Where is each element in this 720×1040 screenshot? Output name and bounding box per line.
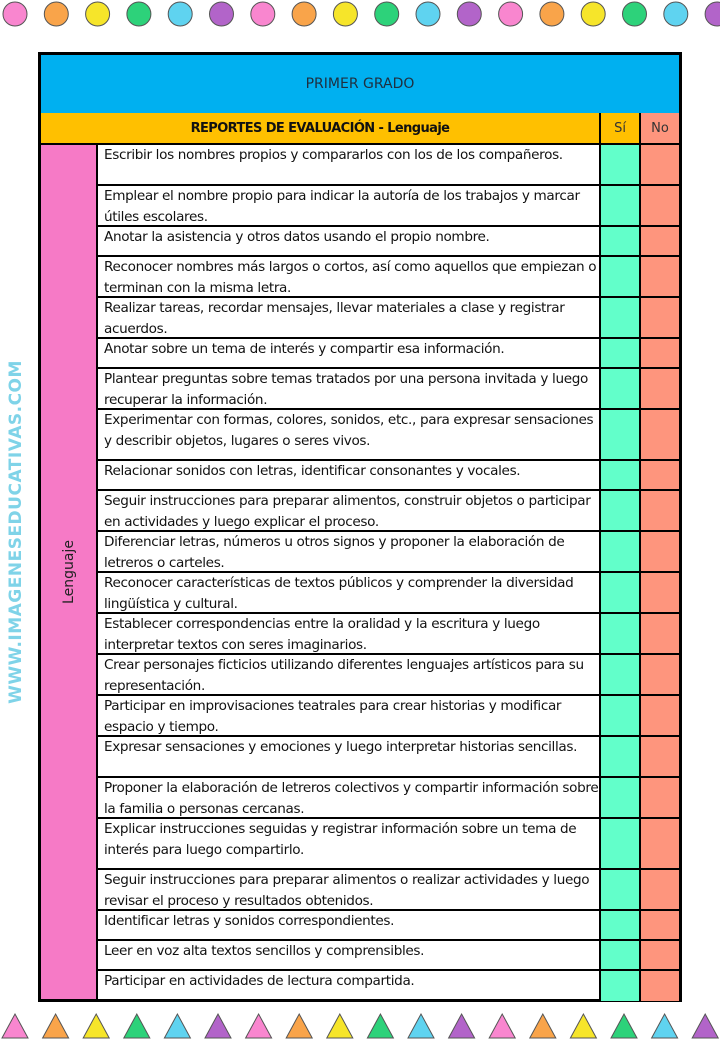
report-header-row	[41, 113, 679, 145]
decor-triangle	[327, 1014, 353, 1038]
table-row	[98, 461, 679, 491]
criteria-rows	[98, 145, 679, 1001]
table-row	[98, 491, 679, 532]
criterion-text: Crear personajes ficticios utilizando diferentes lenguajes artísticos para su representación.	[98, 655, 601, 694]
criterion-text: Establecer correspondencias entre la oralidad y la escritura y luego interpretar textos con seres imaginarios.	[98, 614, 601, 653]
no-checkbox-cell[interactable]	[641, 819, 679, 868]
yes-checkbox-cell[interactable]	[601, 186, 641, 225]
criterion-text: Escribir los nombres propios y compararlos con los de los compañeros.	[98, 145, 601, 184]
decor-dot	[44, 2, 68, 26]
criterion-text: Explicar instrucciones seguidas y registrar información sobre un tema de interés para luego compartirlo.	[98, 819, 601, 868]
no-checkbox-cell[interactable]	[641, 911, 679, 939]
criterion-text: Leer en voz alta textos sencillos y comprensibles.	[98, 941, 601, 969]
criterion-text: Seguir instrucciones para preparar alimentos o realizar actividades y luego revisar el proceso y resultados obtenidos.	[98, 870, 601, 909]
criterion-text: Experimentar con formas, colores, sonidos, etc., para expresar sensaciones y describir objetos, lugares o seres vivos.	[98, 410, 601, 459]
subject-label-cell	[41, 145, 98, 999]
criterion-text: Diferenciar letras, números u otros signos y proponer la elaboración de letreros o carteles.	[98, 532, 601, 571]
yes-column-header: Sí	[601, 113, 641, 143]
criterion-text: Anotar sobre un tema de interés y compartir esa información.	[98, 339, 601, 367]
table-row	[98, 410, 679, 461]
criterion-text: Participar en improvisaciones teatrales para crear historias y modificar espacio y tiempo.	[98, 696, 601, 735]
no-checkbox-cell[interactable]	[641, 614, 679, 653]
table-row	[98, 778, 679, 819]
decor-dot	[623, 2, 647, 26]
no-checkbox-cell[interactable]	[641, 696, 679, 735]
decor-dot	[127, 2, 151, 26]
grade-title: PRIMER GRADO	[305, 76, 415, 92]
yes-checkbox-cell[interactable]	[601, 369, 641, 408]
table-row	[98, 573, 679, 614]
criterion-text: Anotar la asistencia y otros datos usando el propio nombre.	[98, 227, 601, 255]
criterion-text: Identificar letras y sonidos correspondientes.	[98, 911, 601, 939]
criterion-text: Reconocer características de textos públicos y comprender la diversidad lingüística y cultural.	[98, 573, 601, 612]
decor-triangle	[43, 1014, 69, 1038]
decor-dot	[3, 2, 27, 26]
bottom-triangle-border	[0, 1012, 720, 1040]
decor-dot	[168, 2, 192, 26]
yes-checkbox-cell[interactable]	[601, 410, 641, 459]
table-row	[98, 819, 679, 870]
grade-header	[41, 55, 679, 115]
decor-dot	[581, 2, 605, 26]
no-checkbox-cell[interactable]	[641, 778, 679, 817]
watermark-text: WWW.IMAGENESEDUCATIVAS.COM	[6, 360, 26, 704]
decor-dot	[292, 2, 316, 26]
decor-triangle	[611, 1014, 637, 1038]
table-row	[98, 369, 679, 410]
decor-dot	[375, 2, 399, 26]
criterion-text: Relacionar sonidos con letras, identificar consonantes y vocales.	[98, 461, 601, 489]
decor-triangle	[286, 1014, 312, 1038]
criterion-text: Seguir instrucciones para preparar alimentos, construir objetos o participar en actividades y luego explicar el proceso.	[98, 491, 601, 530]
yes-checkbox-cell[interactable]	[601, 614, 641, 653]
no-checkbox-cell[interactable]	[641, 737, 679, 776]
no-checkbox-cell[interactable]	[641, 339, 679, 367]
decor-triangle	[205, 1014, 231, 1038]
criterion-text: Expresar sensaciones y emociones y luego interpretar historias sencillas.	[98, 737, 601, 776]
table-row	[98, 941, 679, 971]
table-row	[98, 298, 679, 339]
no-checkbox-cell[interactable]	[641, 227, 679, 255]
no-checkbox-cell[interactable]	[641, 870, 679, 909]
no-checkbox-cell[interactable]	[641, 410, 679, 459]
criterion-text: Reconocer nombres más largos o cortos, así como aquellos que empiezan o terminan con la misma letra.	[98, 257, 601, 296]
no-checkbox-cell[interactable]	[641, 655, 679, 694]
no-checkbox-cell[interactable]	[641, 145, 679, 184]
decor-triangle	[246, 1014, 272, 1038]
yes-checkbox-cell[interactable]	[601, 655, 641, 694]
yes-checkbox-cell[interactable]	[601, 461, 641, 489]
table-row	[98, 911, 679, 941]
no-checkbox-cell[interactable]	[641, 186, 679, 225]
decor-dot	[251, 2, 275, 26]
yes-checkbox-cell[interactable]	[601, 227, 641, 255]
criterion-text: Plantear preguntas sobre temas tratados por una persona invitada y luego recuperar la información.	[98, 369, 601, 408]
yes-checkbox-cell[interactable]	[601, 145, 641, 184]
decor-triangle	[2, 1014, 28, 1038]
yes-checkbox-cell[interactable]	[601, 971, 641, 1001]
top-dot-border	[0, 0, 720, 30]
decor-dot	[705, 2, 720, 26]
decor-triangle	[530, 1014, 556, 1038]
criterion-text: Realizar tareas, recordar mensajes, llevar materiales a clase y registrar acuerdos.	[98, 298, 601, 337]
criterion-text: Emplear el nombre propio para indicar la autoría de los trabajos y marcar útiles escolares.	[98, 186, 601, 225]
table-row	[98, 227, 679, 257]
yes-checkbox-cell[interactable]	[601, 819, 641, 868]
no-checkbox-cell[interactable]	[641, 298, 679, 337]
table-row	[98, 655, 679, 696]
no-checkbox-cell[interactable]	[641, 941, 679, 969]
table-row	[98, 532, 679, 573]
decor-triangle	[652, 1014, 678, 1038]
yes-checkbox-cell[interactable]	[601, 298, 641, 337]
yes-checkbox-cell[interactable]	[601, 778, 641, 817]
yes-checkbox-cell[interactable]	[601, 737, 641, 776]
yes-checkbox-cell[interactable]	[601, 911, 641, 939]
criterion-text: Proponer la elaboración de letreros colectivos y compartir información sobre la familia o personas cercanas.	[98, 778, 601, 817]
no-checkbox-cell[interactable]	[641, 971, 679, 1001]
decor-triangle	[124, 1014, 150, 1038]
table-row	[98, 145, 679, 186]
table-row	[98, 971, 679, 1001]
no-checkbox-cell[interactable]	[641, 491, 679, 530]
report-title: REPORTES DE EVALUACIÓN - Lenguaje	[41, 113, 601, 143]
decor-dot	[416, 2, 440, 26]
decor-triangle	[164, 1014, 190, 1038]
evaluation-table	[38, 52, 682, 1002]
yes-checkbox-cell[interactable]	[601, 573, 641, 612]
criterion-text: Participar en actividades de lectura compartida.	[98, 971, 601, 1001]
decor-triangle	[367, 1014, 393, 1038]
table-row	[98, 257, 679, 298]
decor-dot	[86, 2, 110, 26]
yes-checkbox-cell[interactable]	[601, 339, 641, 367]
yes-checkbox-cell[interactable]	[601, 696, 641, 735]
table-row	[98, 696, 679, 737]
table-row	[98, 870, 679, 911]
no-checkbox-cell[interactable]	[641, 532, 679, 571]
no-checkbox-cell[interactable]	[641, 573, 679, 612]
table-row	[98, 737, 679, 778]
no-checkbox-cell[interactable]	[641, 461, 679, 489]
table-row	[98, 339, 679, 369]
yes-checkbox-cell[interactable]	[601, 532, 641, 571]
no-checkbox-cell[interactable]	[641, 369, 679, 408]
decor-triangle	[408, 1014, 434, 1038]
decor-dot	[499, 2, 523, 26]
decor-triangle	[449, 1014, 475, 1038]
subject-label: Lenguaje	[60, 540, 77, 604]
vertical-watermark	[4, 360, 28, 704]
no-column-header: No	[641, 113, 679, 143]
decor-dot	[457, 2, 481, 26]
decor-triangle	[692, 1014, 718, 1038]
no-checkbox-cell[interactable]	[641, 257, 679, 296]
yes-checkbox-cell[interactable]	[601, 491, 641, 530]
yes-checkbox-cell[interactable]	[601, 941, 641, 969]
decor-triangle	[83, 1014, 109, 1038]
decor-dot	[540, 2, 564, 26]
yes-checkbox-cell[interactable]	[601, 257, 641, 296]
decor-dot	[333, 2, 357, 26]
table-row	[98, 186, 679, 227]
yes-checkbox-cell[interactable]	[601, 870, 641, 909]
table-row	[98, 614, 679, 655]
decor-triangle	[570, 1014, 596, 1038]
decor-triangle	[489, 1014, 515, 1038]
decor-dot	[664, 2, 688, 26]
decor-dot	[210, 2, 234, 26]
